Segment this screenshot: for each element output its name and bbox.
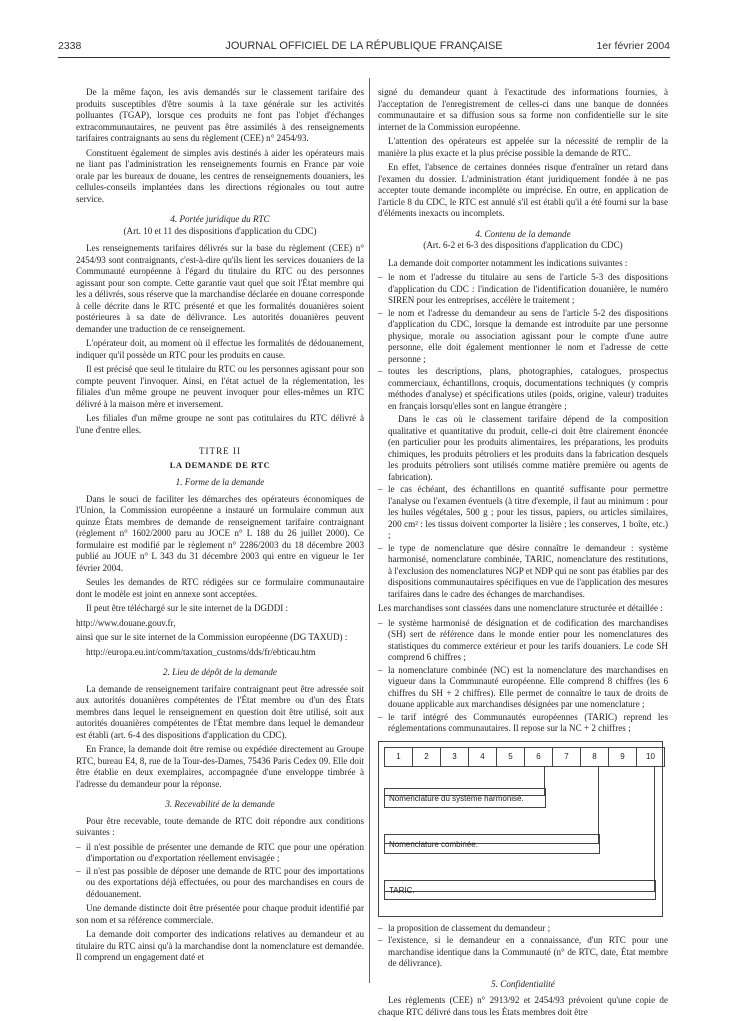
paragraph: L'opérateur doit, au moment où il effectue les formalités de dédouanement, indiquer qu'il possède un RTC pour les produits en cause. <box>76 338 364 360</box>
row-harmonized-system: Nomenclature du système harmonisé. <box>384 788 546 808</box>
header-rule <box>58 57 670 58</box>
section-title: 5. Confidentialité <box>491 978 555 989</box>
paragraph: Dans le souci de faciliter les démarches des opérateurs économiques de l'Union, la Commission européenne a instauré un formulaire commun aux quinze États membres de demande de renseignement tarifaire contraignant (règlement n° 1602/2000 paru au JOCE n° L 188 du 26 juillet 2000). Ce formulaire est modifié par le règlement n° 2286/2003 du 18 décembre 2003 publié au JOUE n° L 343 du 31 décembre 2003 qui entre en vigueur le 1er février 2004. <box>76 493 364 573</box>
taric-bracket <box>384 767 655 892</box>
conditions-list <box>76 842 364 901</box>
nomenclature-diagram <box>378 741 663 917</box>
digit-cell: 2 <box>412 747 441 767</box>
paragraph: Il est précisé que seul le titulaire du RTC ou les personnes agissant pour son compte peuvent l'invoquer. Ainsi, en l'état actuel de la réglementation, les filiales d'un même groupe ne peuvent invoquer pour elles-mêmes un RTC délivré à la maison mère et inversement. <box>76 364 364 409</box>
paragraph: ainsi que sur le site internet de la Commission européenne (DG TAXUD) : <box>76 632 348 642</box>
paragraph: Pour être recevable, toute demande de RTC doit répondre aux conditions suivantes : <box>76 815 364 837</box>
url-link[interactable]: http://europa.eu.int/comm/taxation_customs/dds/fr/ebticau.htm <box>86 646 316 657</box>
list-item: – le cas échéant, des échantillons en quantité suffisante pour permettre l'analyse ou l'examen éventuels (à titre d'exemple, il faut au minimum : pour les huiles végétales, 500 g ; pour les tissus, papiers, ou articles similaires, 200 cm² : les tissus doivent comporter la lisière ; les conserves, 1 boîte, etc.) ; <box>378 484 668 540</box>
paragraph: Il peut être téléchargé sur le site internet de la DGDDI : <box>86 603 289 613</box>
digit-cell: 3 <box>440 747 469 767</box>
list-item: – toutes les descriptions, plans, photographies, catalogues, prospectus commerciaux, échantillons, croquis, documentations techniques (y compris méthodes d'analyse) et spécifications utiles (poids, origine, valeur) traduites en français lorsqu'elles sont en langue étrangère ; Dans le cas où le classement tarifaire dépend de la composition qualitative et quantitative du produit, celle-ci doit être clairement énoncée (en particulier pour les produits alimentaires, les préparations, les produits chimiques, les produits pétroliers et les produits dans la fabrication desquels les produits pétroliers sont utilisés comme matière première ou agents de fabrication). <box>378 366 668 482</box>
list-item: – le type de nomenclature que désire connaître le demandeur : système harmonisé, nomenclature combinée, TARIC, nomenclature des restitutions, à l'exclusion des nomenclatures NGP et NDP qui ne sont pas établies par des dispositions communautaires spécifiques en vue de l'application des mesures tarifaires dans le cadre des échanges de marchandises. <box>378 542 668 599</box>
column-divider <box>369 78 370 983</box>
paragraph: La demande doit comporter notamment les indications suivantes : <box>388 257 628 268</box>
section-title: 4. Portée juridique du RTC <box>170 214 270 224</box>
paragraph: En France, la demande doit être remise ou expédiée directement au Groupe RTC, bureau E4, 8, rue de la Tour-des-Dames, 75436 Paris Cedex 09. Elle doit être établie en deux exemplaires, accompagnée d'une enveloppe timbrée à l'adresse du demandeur pour la réponse. <box>76 744 364 789</box>
section-title: 1. Forme de la demande <box>175 477 265 487</box>
paragraph: Les renseignements tarifaires délivrés sur la base du règlement (CEE) n° 2454/93 sont contraignants, c'est-à-dire qu'ils lient les services douaniers de la Communauté européenne à l'égard du titulaire du RTC ou des personnes agissant pour son compte. Cette garantie vaut quel que soit l'État membre qui les a délivrés, sous réserve que la marchandise déclarée en douane corresponde à celle décrite dans le RTC présenté et que les formalités douanières soient postérieures à sa date de délivrance. Les autorités douanières peuvent demander une traduction de ce renseignement. <box>76 243 364 334</box>
list-item: – il n'est pas possible de déposer une demande de RTC pour des importations ou des exportations déjà effectuées, ou pour des marchandises en cours de dédouanement. <box>76 865 364 899</box>
digit-cell: 4 <box>468 747 497 767</box>
paragraph: signé du demandeur quant à l'exactitude des informations fournies, à l'acceptation de l'enregistrement de celles-ci dans une banque de données communautaire et sa diffusion sous sa forme non confidentielle sur le site internet de la Commission européenne. <box>378 87 668 132</box>
issue-date: 1er février 2004 <box>596 40 670 52</box>
section-subtitle: (Art. 10 et 11 des dispositions d'application du CDC) <box>123 225 317 236</box>
digit-cell: 7 <box>552 747 581 767</box>
paragraph: La demande doit comporter des indications relatives au demandeur et au titulaire du RTC ainsi qu'à la marchandise dont la nomenclature est demandée. Il comprend un engagement daté et <box>76 929 364 962</box>
section-subtitle: (Art. 6-2 et 6-3 des dispositions d'application du CDC) <box>423 240 623 250</box>
digit-cell: 5 <box>496 747 525 767</box>
url-link[interactable]: http://www.douane.gouv.fr, <box>76 617 176 628</box>
nomenclature-list <box>378 618 668 735</box>
paragraph: Les filiales d'un même groupe ne sont pas cotitulaires du RTC délivré à l'une d'entre elles. <box>76 413 364 435</box>
list-item: – l'existence, si le demandeur en a connaissance, d'un RTC pour une marchandise identique dans la Communauté (n° de RTC, date, État membre de délivrance). <box>378 935 668 968</box>
digit-cells <box>384 747 664 767</box>
row-taric: TARIC. <box>384 880 656 900</box>
digit-cell: 1 <box>384 747 413 767</box>
list-item: – la proposition de classement du demandeur ; <box>378 922 551 933</box>
digit-cell: 6 <box>524 747 553 767</box>
section-title: 2. Lieu de dépôt de la demande <box>163 667 277 677</box>
paragraph: L'attention des opérateurs est appelée sur la nécessité de remplir de la manière la plus exacte et la plus précise possible la demande de RTC. <box>378 136 668 158</box>
title-heading: TITRE II <box>198 446 242 456</box>
right-column <box>378 87 668 1021</box>
list-item: – le tarif intégré des Communautés européennes (TARIC) reprend les réglementations communautaires. Il repose sur la NC + 2 chiffres ; <box>378 711 668 733</box>
journal-title: JOURNAL OFFICIEL DE LA RÉPUBLIQUE FRANÇAISE <box>225 40 503 52</box>
list-item: – le système harmonisé de désignation et de codification des marchandises (SH) sert de référence dans le monde entier pour les nomenclatures des statistiques du commerce extérieur et pour les tarifs douaniers. Le code SH comprend 6 chiffres ; <box>378 617 668 662</box>
paragraph: En effet, l'absence de certaines données risque d'entraîner un retard dans l'examen du dossier. L'administration étant juridiquement fondée à ne pas accepter toute demande incomplète ou imprécise. En outre, en application de l'article 8 du CDC, le RTC est annulé s'il est établi qu'il a été fourni sur la base d'éléments inexacts ou incomplets. <box>378 162 668 218</box>
list-item: – le nom et l'adresse du titulaire au sens de l'article 5-3 des dispositions d'application du CDC : l'indication de l'identification douanière, le numéro SIREN pour les entreprises, accélère le traitement ; <box>378 272 668 305</box>
list-item-paragraph: Dans le cas où le classement tarifaire dépend de la composition qualitative et quantitative du produit, celle-ci doit être clairement énoncée (en particulier pour les produits alimentaires, les préparations, les produits chimiques, les produits pétroliers et les produits dans la fabrication desquels les produits pétroliers sont utilisés comme matière première ou agents de fabrication). <box>388 414 668 482</box>
digit-cell: 10 <box>636 747 665 767</box>
paragraph: Seules les demandes de RTC rédigées sur ce formulaire communautaire dont le modèle est joint en annexe sont acceptées. <box>76 577 364 599</box>
paragraph: Constituent également de simples avis destinés à aider les opérateurs mais ne liant pas l'administration les renseignements fournis en France par voie orale par les bureaux de douane, les centres de renseignements douaniers, les cellules-conseils implantées dans les directions régionales ou tout autre service. <box>76 147 364 204</box>
page-number: 2338 <box>58 40 82 52</box>
digit-cell: 9 <box>608 747 637 767</box>
paragraph: Les marchandises sont classées dans une nomenclature structurée et détaillée : <box>378 603 663 613</box>
section-title: 4. Contenu de la demande <box>475 228 571 239</box>
paragraph: Les règlements (CEE) n° 2913/92 et 2454/93 prévoient qu'une copie de chaque RTC délivré dans tous les États membres doit être <box>378 995 668 1017</box>
left-column <box>76 87 364 967</box>
paragraph: La demande de renseignement tarifaire contraignant peut être adressée soit aux autorités douanières compétentes de l'État membre ou d'un des États membres dans lequel le renseignement en question doit être utilisé, soit aux autorités douanières compétentes de l'État membre dans lequel le demandeur est établi (art. 6-4 des dispositions d'application du CDC). <box>76 683 364 740</box>
list-item: – la nomenclature combinée (NC) est la nomenclature des marchandises en vigueur dans la Communauté européenne. Elle comprend 8 chiffres (les 6 chiffres du SH + 2 chiffres). Elle permet de connaître le taux de droits de douane applicable aux marchandises désignées par une nomenclature ; <box>378 664 668 709</box>
paragraph: De la même façon, les avis demandés sur le classement tarifaire des produits susceptibles d'être soumis à la taxe générale sur les activités polluantes (TGAP), lorsque ces produits ne font pas l'objet d'échanges extracommunautaires, ne peuvent pas être assimilés à des renseignements tarifaires contraignants au sens du règlement (CEE) n° 2454/93. <box>76 87 364 143</box>
list-item: – le nom et l'adresse du demandeur au sens de l'article 5-2 des dispositions d'application du CDC, lorsque la demande est introduite par une personne physique, morale ou association agissant pour le compte d'une autre personne, elle doit également mentionner le nom et l'adresse de cette personne ; <box>378 307 668 364</box>
indications-list <box>378 272 668 600</box>
list-item: – il n'est possible de présenter une demande de RTC que pour une opération d'importation ou d'exportation réellement envisagée ; <box>76 841 364 863</box>
page-header <box>58 40 670 56</box>
section-title: 3. Recevabilité de la demande <box>165 799 275 809</box>
row-combined-nomenclature: Nomenclature combinée. <box>384 834 600 854</box>
additional-list <box>378 923 668 970</box>
digit-cell: 8 <box>580 747 609 767</box>
paragraph: Une demande distincte doit être présentée pour chaque produit identifié par son nom et sa référence commerciale. <box>76 903 364 925</box>
title-subheading: LA DEMANDE DE RTC <box>169 459 271 470</box>
